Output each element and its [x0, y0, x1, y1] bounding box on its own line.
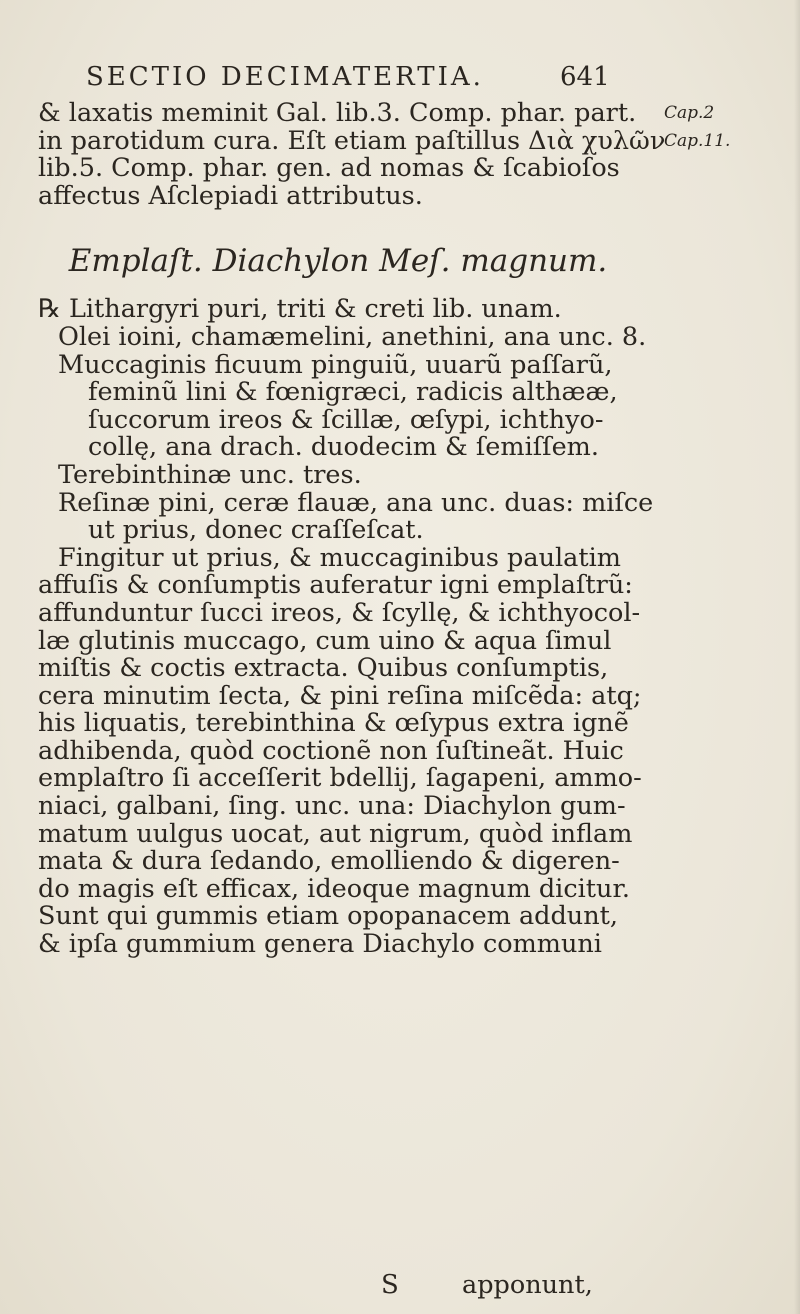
- text-block: [38, 98, 666, 960]
- recipe-line: feminũ lini & fœnigræci, radicis althææ,: [88, 377, 618, 408]
- recipe-line: ſuccorum ireos & ſcillæ, œſypi, ichthyo-: [88, 404, 604, 435]
- body-line: Fingitur ut prius, & muccaginibus paulatim: [58, 542, 621, 573]
- recipe-title: Emplaſt. Diachylon Meſ. magnum.: [68, 243, 608, 280]
- body-paragraph: [38, 542, 642, 960]
- intro-line: lib.5. Comp. phar. gen. ad nomas & ſcabioſos: [38, 153, 620, 184]
- margin-note: Cap.11.: [664, 130, 731, 151]
- margin-notes: [664, 100, 794, 155]
- body-line: his liquatis, terebinthina & œſypus extra ignẽ: [38, 708, 629, 739]
- body-line: affuſis & conſumptis auferatur igni emplaſtrũ:: [38, 570, 633, 601]
- running-head: SECTIO DECIMATERTIA.: [86, 62, 484, 92]
- recipe-line: Reſinæ pini, ceræ flauæ, ana unc. duas: miſce: [58, 487, 654, 518]
- body-line: emplaſtro ſi acceſſerit bdellij, ſagapeni, ammo-: [38, 763, 642, 794]
- margin-note: Cap.2: [664, 103, 715, 123]
- intro-line: affectus Aſclepiadi attributus.: [38, 180, 423, 211]
- body-line: matum uulgus uocat, aut nigrum, quòd inflam: [38, 818, 633, 849]
- body-line: Sunt qui gummis etiam opopanacem addunt,: [38, 901, 619, 932]
- body-line: do magis eſt efficax, ideoque magnum dicitur.: [38, 873, 630, 904]
- recipe-line: collę, ana drach. duodecim & ſemiſſem.: [88, 432, 599, 463]
- recipe-line: ut prius, donec craſſeſcat.: [88, 515, 424, 546]
- recipe-line: Olei ioini, chamæmelini, anethini, ana unc. 8.: [58, 321, 647, 352]
- body-line: cera minutim ſecta, & pini reſina miſcẽda: atq;: [38, 680, 642, 711]
- body-line: mata & dura ſedando, emolliendo & digeren-: [38, 846, 620, 877]
- recipe-line: ℞ Lithargyri puri, triti & creti lib. unam.: [38, 294, 562, 325]
- page-fold-shadow: [794, 0, 800, 1314]
- intro-line: in parotidum cura. Eſt etiam paſtillus Διὰ χυλῶν: [38, 125, 666, 156]
- recipe-list: [38, 294, 654, 546]
- catchword: apponunt,: [462, 1270, 593, 1300]
- body-line: affunduntur ſucci ireos, & ſcyllę, & ichthyocol-: [38, 597, 641, 628]
- body-line: & ipſa gummium genera Diachylo communi: [38, 929, 602, 960]
- recipe-line: Terebinthinæ unc. tres.: [58, 459, 362, 490]
- signature-mark: S: [381, 1270, 399, 1300]
- page-number: 641: [560, 62, 610, 92]
- intro-line: & laxatis meminit Gal. lib.3. Comp. phar. part.: [38, 98, 637, 128]
- body-line: miſtis & coctis extracta. Quibus conſumptis,: [38, 653, 609, 684]
- body-line: læ glutinis muccago, cum uino & aqua ſimul: [38, 625, 612, 656]
- body-line: adhibenda, quòd coctionẽ non ſuſtineãt. Huic: [38, 735, 624, 766]
- body-line: niaci, galbani, ſing. unc. una: Diachylon gum-: [38, 791, 626, 822]
- recipe-line: Muccaginis ficuum pinguiũ, uuarũ paſſarũ,: [58, 349, 613, 380]
